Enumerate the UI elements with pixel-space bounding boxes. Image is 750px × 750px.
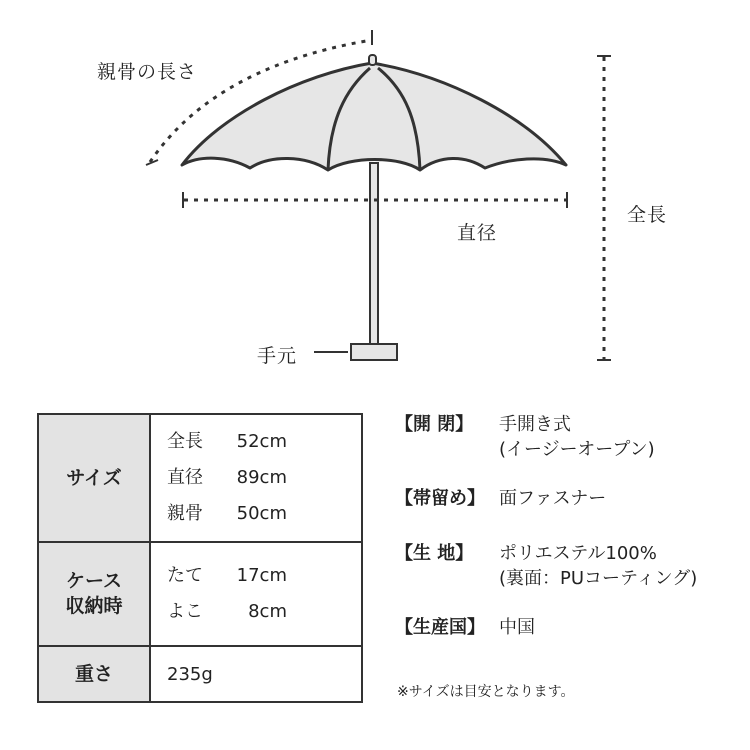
total-length-label: 全長 xyxy=(627,204,668,226)
info-open-sub: (イージーオープン) xyxy=(499,439,655,460)
spec-value-row: 全長 52cm xyxy=(167,431,287,452)
spec-value-row: たて 17cm xyxy=(167,565,287,586)
rib-length-label: 親骨の長さ xyxy=(97,61,198,83)
spec-row-case xyxy=(38,542,362,646)
info-fabric xyxy=(395,541,697,591)
info-fabric-sub: (裏面：PUコーティング) xyxy=(499,568,698,589)
size-values xyxy=(150,414,362,542)
weight-value: 235g xyxy=(150,646,362,702)
info-open-value: 手開き式 xyxy=(499,414,571,435)
info-open xyxy=(395,412,655,462)
spec-value-row: 親骨 50cm xyxy=(167,503,287,524)
diameter-label: 直径 xyxy=(457,222,498,244)
info-origin-key: 【生産国】 xyxy=(395,617,485,638)
umbrella-canopy xyxy=(182,63,566,170)
size-note: ※サイズは目安となります。 xyxy=(397,684,575,700)
weight-heading: 重さ xyxy=(38,646,150,702)
info-strap-key: 【帯留め】 xyxy=(395,488,485,509)
umbrella-handle xyxy=(351,344,397,360)
info-strap-value: 面ファスナー xyxy=(499,488,607,509)
case-heading: ケース 収納時 xyxy=(38,542,150,646)
info-origin-value: 中国 xyxy=(499,617,535,638)
info-open-key: 【開 閉】 xyxy=(395,414,474,435)
umbrella-tip xyxy=(369,55,376,65)
spec-row-size xyxy=(38,414,362,542)
umbrella-shaft xyxy=(370,163,378,345)
info-strap xyxy=(395,486,606,511)
case-values xyxy=(150,542,362,646)
spec-table xyxy=(37,413,363,703)
info-fabric-key: 【生 地】 xyxy=(395,543,474,564)
info-origin xyxy=(395,615,535,640)
spec-value-row: よこ 8cm xyxy=(167,601,287,622)
handle-label: 手元 xyxy=(257,345,298,367)
info-fabric-value: ポリエステル100% xyxy=(499,543,657,564)
spec-value-row: 直径 89cm xyxy=(167,467,287,488)
size-heading: サイズ xyxy=(38,414,150,542)
spec-row-weight xyxy=(38,646,362,702)
